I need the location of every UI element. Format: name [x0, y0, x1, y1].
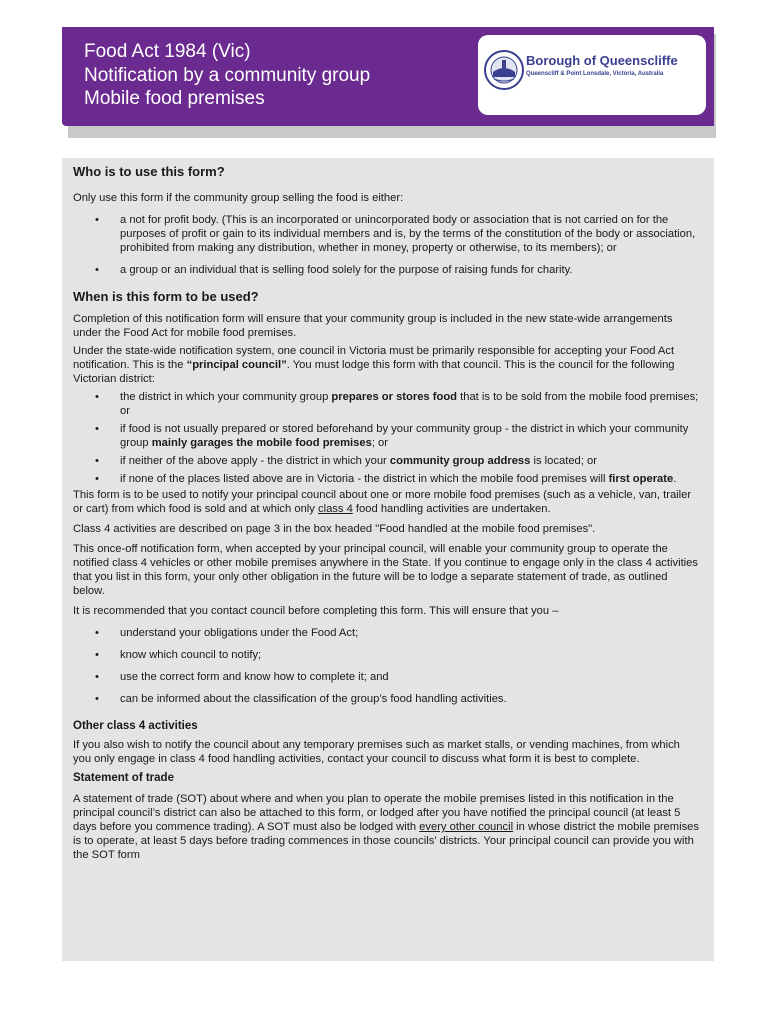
when-p1: Completion of this notification form will ensure that your community group is included in the new state-wide arrangements under the Food Act for mobile food premises. — [73, 313, 673, 339]
district-item-1-a: the district in which your community group — [120, 391, 332, 403]
when-p6: It is recommended that you contact council before completing this form. This will ensure that you – — [73, 605, 559, 617]
district-item-3-c: is located; or — [530, 455, 597, 467]
logo-subtitle: Queenscliff & Point Lonsdale, Victoria, Australia — [526, 71, 664, 77]
district-item-2-c: ; or — [371, 437, 388, 449]
district-item-1-bold: prepares or stores food — [331, 391, 457, 403]
who-intro: Only use this form if the community group selling the food is either: — [73, 192, 404, 204]
heading-sot: Statement of trade — [73, 772, 174, 784]
when-p2-text-a: Under the state-wide notification system, one council in Victoria must be primarily responsible for accepting your Food Act notification. This is the — [73, 345, 675, 371]
district-item-2 — [73, 422, 701, 450]
district-item-2-bold: mainly garages the mobile food premises — [151, 437, 372, 449]
district-item-3 — [73, 454, 701, 468]
every-other-council-term: every other council — [419, 821, 514, 833]
form-title: Food Act 1984 (Vic) — [84, 41, 251, 62]
sot-p — [73, 792, 701, 862]
sot-p-c: in whose district the mobile premises is to operate, at least 5 days before trading commences in those councils’ districts. Your principal council can provide you with the SOT form — [73, 821, 699, 861]
recommend-list — [73, 626, 701, 706]
recommend-item-1: • understand your obligations under the Food Act; — [73, 626, 701, 640]
district-list — [73, 390, 701, 486]
district-item-4-bold: first operate — [608, 473, 674, 485]
heading-other: Other class 4 activities — [73, 720, 198, 732]
form-subtitle-2: Mobile food premises — [84, 88, 265, 109]
recommend-item-2: • know which council to notify; — [73, 648, 701, 662]
district-item-4-c: . — [673, 473, 677, 485]
who-list — [73, 213, 701, 277]
heading-when: When is this form to be used? — [73, 289, 259, 304]
content-panel — [62, 158, 714, 961]
recommend-item-3: • use the correct form and know how to complete it; and — [73, 670, 701, 684]
district-item-2-a: if food is not usually prepared or stored beforehand by your community group - the district in which your community group — [120, 423, 689, 449]
form-subtitle: Notification by a community group — [84, 65, 371, 86]
when-p5: This once-off notification form, when accepted by your principal council, will enable your community group to operate the notified class 4 vehicles or other mobile premises anywhere in the State. If you continue to engage only in the class 4 activities that you list in this form, your only other obligation in the future will be to lodge a separate statement of trade, as outlined below. — [73, 543, 698, 597]
heading-who: Who is to use this form? — [73, 164, 225, 179]
recommend-item-4: • can be informed about the classification of the group’s food handling activities. — [73, 692, 701, 706]
when-p3 — [73, 488, 701, 516]
header-banner — [62, 27, 714, 126]
district-item-3-bold: community group address — [389, 455, 531, 467]
district-item-3-a: if neither of the above apply - the district in which your — [120, 455, 390, 467]
who-item-1: • a not for profit body. (This is an incorporated or unincorporated body or association that is not carried on for the purposes of profit or gain to its individual members and is, by the terms of the constitution of the body or association, prohibited from making any distribution, whether in money, property or otherwise, to its members); or — [73, 213, 701, 255]
other-p: If you also wish to notify the council about any temporary premises such as market stalls, or vending machines, from which you only engage in class 4 food handling activities, contact your council to discuss what form it is best to complete. — [73, 739, 680, 765]
borough-seal-icon — [484, 50, 524, 90]
district-item-4 — [73, 472, 701, 486]
class-4-term: class 4 — [318, 503, 353, 515]
principal-council-term: “principal council” — [186, 359, 287, 371]
when-p3-c: food handling activities are undertaken. — [352, 503, 551, 515]
content-body — [73, 162, 701, 862]
council-logo — [478, 35, 706, 115]
district-item-1 — [73, 390, 701, 418]
when-p3-a: This form is to be used to notify your principal council about one or more mobile food premises (such as a vehicle, van, trailer or cart) from which food is sold and at which only — [73, 489, 692, 515]
who-item-2: • a group or an individual that is selling food solely for the purpose of raising funds for charity. — [73, 263, 701, 277]
when-p2-text-c: . You must lodge this form with that council. This is the council for the following Victorian district: — [73, 359, 675, 385]
district-item-1-c: that is to be sold from the mobile food premises; or — [120, 391, 699, 417]
sot-p-a: A statement of trade (SOT) about where and when you plan to operate the mobile premises listed in this notification in the principal council’s district can also be attached to this form, or lodged after you have notified the principal council (at least 5 days before you commence trading). A SOT must also be lodged with — [73, 793, 681, 833]
district-item-4-a: if none of the places listed above are in Victoria - the district in which the mobile food premises will — [120, 473, 609, 485]
when-p2 — [73, 344, 701, 386]
when-p4: Class 4 activities are described on page 3 in the box headed "Food handled at the mobile food premises". — [73, 523, 596, 535]
logo-name: Borough of Queenscliffe — [526, 53, 678, 68]
